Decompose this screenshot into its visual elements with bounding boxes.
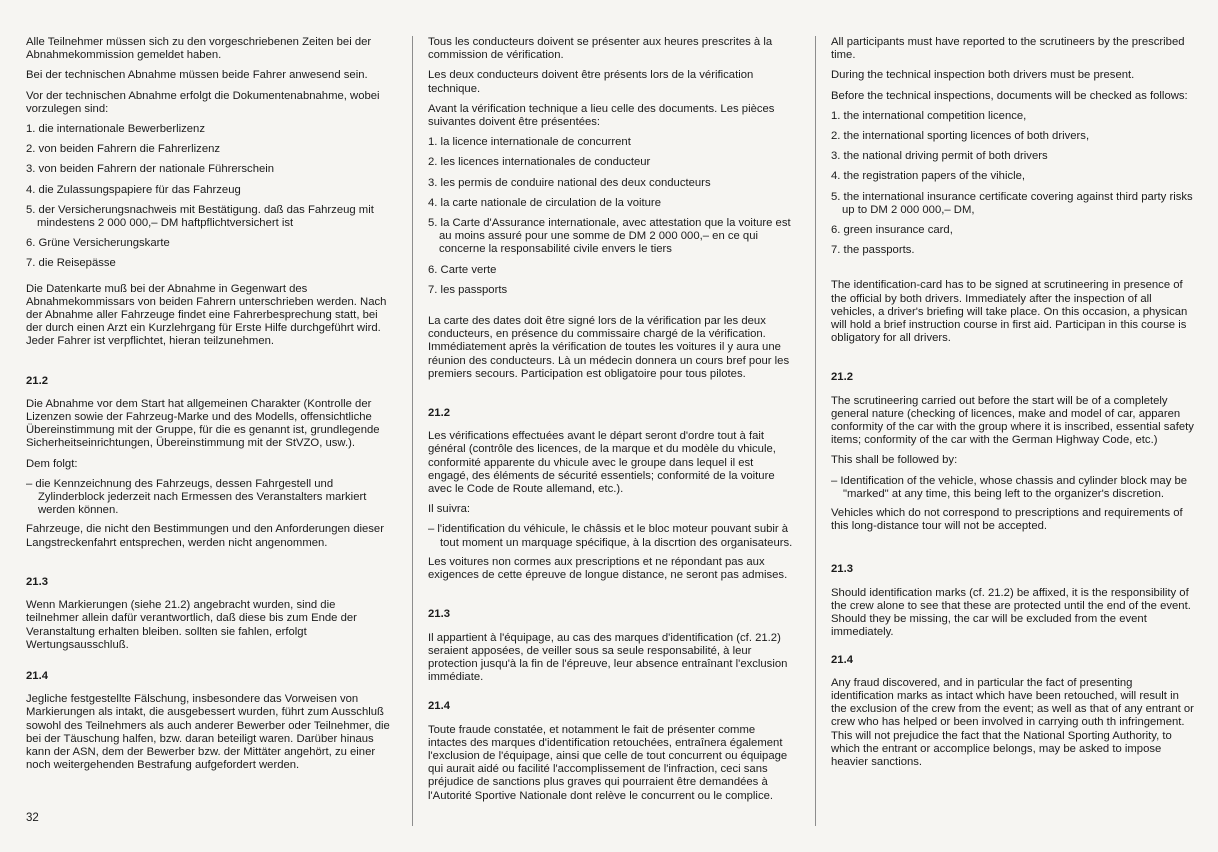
dash-list (26, 478, 391, 518)
list-item: 5. la Carte d'Assurance internationale, avec attestation que la voiture est au moins assuré pour une somme de DM 2 000 000,– en ce qui concerne la responsabilité civile envers le tiers (428, 217, 791, 256)
list-item: 4. die Zulassungspapiere für das Fahrzeug (26, 183, 241, 196)
paragraph: Fahrzeuge, die nicht den Bestimmungen und den Anforderungen dieser Langstreckenfahrt entsprechen, werden nicht angenommen. (26, 523, 384, 549)
section-21-3 (26, 576, 391, 652)
after-list-paragraph: The identification-card has to be signed at scrutineering in presence of the official by both drivers. Immediately after the inspection of all vehicles, a driver's briefing will take place. On this occasion, a physican will hold a brief instruction course in first aid. Participan in this course is obligatory for all drivers. (831, 279, 1188, 345)
section-21-3 (428, 608, 794, 684)
list-item: 3. the national driving permit of both drivers (831, 150, 1048, 163)
after-list-paragraph: La carte des dates doit être signé lors de la vérification par les deux conducteurs, en présence du commissaire chargé de la vérification. Immédiatement après la vérification de toutes les voitures il y aura une réunion des conducteurs. Là un médecin donnera un cours bref pour les premiers secours. Participation est obligatoire pour tous pilotes. (428, 315, 790, 380)
section-heading: 21.2 (26, 374, 48, 387)
intro-paragraph: Avant la vérification technique a lieu celle des documents. Les pièces suivantes doivent être présentées: (428, 102, 775, 129)
section-heading: 21.3 (26, 575, 48, 588)
paragraph: Il suivra: (428, 503, 471, 516)
list-item: 4. la carte nationale de circulation de la voiture (428, 196, 661, 209)
intro-paragraph: Les deux conducteurs doivent être présents lors de la vérification technique. (428, 69, 754, 95)
list-item: 7. the passports. (831, 244, 915, 257)
list-item: 2. the international sporting licences of both drivers, (831, 130, 1090, 143)
dash-item: – Identification of the vehicle, whose chassis and cylinder block may be "marked" at any time, this being left to the organizer's discretion. (831, 474, 1188, 500)
paragraph: Les vérifications effectuées avant le départ seront d'ordre tout à fait général (contrôle des licences, de la marque et du modèle du vhicule, conformité apparente du vhicule avec le groupe dans lequel il est engagé, des éléments de sécurité essentiels; conformité de la voiture avec le Code de Route allemand, etc.). (428, 430, 776, 496)
list-item: 7. les passports (428, 283, 508, 296)
section-heading: 21.3 (831, 563, 853, 576)
after-list-paragraph: Die Datenkarte muß bei der Abnahme in Gegenwart des Abnahmekommissars von beiden Fahrern unterschrieben werden. Nach der Abnahme aller Fahrzeuge findet eine Fahrerbesprechung statt, bei der durch einen Arzt ein Kurzlehrgang für Erste Hilfe durchgeführt wird. Jeder Fahrer ist verpflichtet, hieran teilzunehmen. (26, 282, 387, 348)
paragraph: Dem folgt: (26, 457, 78, 470)
section-heading: 21.4 (428, 700, 450, 713)
section-21-3 (831, 563, 1194, 639)
section-21-2 (428, 407, 794, 582)
intro-paragraph: Tous les conducteurs doivent se présenter aux heures prescrites à la commission de vérification. (428, 36, 773, 62)
intro-paragraph: Bei der technischen Abnahme müssen beide Fahrer anwesend sein. (26, 69, 368, 82)
document-list (831, 110, 1194, 258)
page-number: 32 (26, 812, 39, 824)
list-item: 2. les licences internationales de conducteur (428, 156, 651, 169)
intro-paragraph: During the technical inspection both drivers must be present. (831, 69, 1135, 82)
paragraph: Jegliche festgestellte Fälschung, insbesondere das Vorweisen von Markierungen als intakt, die ausgebessert wurden, führt zum Ausschluß sowohl des Teilnehmers als auch anderer Bewerber oder Teilnehmer, die bei der Täuschung halfen, bzw. daran beteiligt waren. Darüber hinaus kann der ASN, dem der Bewerber bzw. der Mittäter angehört, zu einer noch weitergehenden Bestrafung aufgefordert werden. (26, 693, 390, 772)
list-item: 3. von beiden Fahrern der nationale Führerschein (26, 163, 275, 176)
section-heading: 21.2 (831, 371, 853, 384)
list-item: 5. der Versicherungsnachweis mit Bestätigung. daß das Fahrzeug mit mindestens 2 000 000,– DM haftpflichtversichert ist (26, 203, 374, 230)
list-item: 1. die internationale Bewerberlizenz (26, 123, 205, 136)
section-21-2 (26, 375, 391, 550)
document-list (428, 136, 794, 297)
list-item: 6. Grüne Versicherungskarte (26, 237, 170, 250)
section-21-4 (428, 700, 794, 802)
dash-list (428, 523, 794, 549)
paragraph: Vehicles which do not correspond to prescriptions and requirements of this long-distance tour will not be accepted. (831, 507, 1183, 533)
section-21-2 (831, 371, 1194, 533)
list-item: 2. von beiden Fahrern die Fahrerlizenz (26, 143, 221, 156)
list-item: 1. la licence internationale de concurrent (428, 136, 631, 149)
dash-list (831, 475, 1194, 501)
paragraph: Les voitures non cormes aux prescriptions et ne répondant pas aux exigences de cette épreuve de longue distance, ne seront pas admises. (428, 555, 788, 582)
list-item: 5. the international insurance certificate covering against third party risks up to DM 2 000 000,– DM, (831, 190, 1193, 216)
list-item: 6. green insurance card, (831, 224, 953, 237)
section-heading: 21.3 (428, 608, 450, 621)
paragraph: Any fraud discovered, and in particular the fact of presenting identification marks as intact which have been retouched, will result in the exclusion of the crew from the event; as well as that of any entrant or crew who has helped or been involved in carrying outh th infringement. This will not prejudice the fact that the National Sporting Authority, to which the entrant or accomplice belongs, may be asked to impose heavier sanctions. (831, 676, 1194, 768)
paragraph: Toute fraude constatée, et notamment le fait de présenter comme intactes des marques d'identification retouchées, entraînera également l'exclusion de l'équipage, ainsi que celle de tout concurrent ou équipage qui aurait aidé ou facilité l'accomplissement de l'infraction, ceci sans préjudice de sanctions plus graves qui pourraient être demandées à l'Autorité Sportive Nationale dont relève le concurrent ou le complice. (428, 723, 788, 802)
section-21-4 (26, 670, 391, 772)
german-column (26, 36, 391, 779)
section-21-4 (831, 654, 1194, 770)
paragraph: Die Abnahme vor dem Start hat allgemeinen Charakter (Kontrolle der Lizenzen sowie der Fahrzeug-Marke und des Modells, offensichtliche Übereinstimmung mit der Gruppe, für die es genannt ist, grundlegende Sicherheitseinrichtungen, Übereinstimmung mit der StVZO, usw.). (26, 397, 380, 450)
french-column (428, 36, 794, 810)
column-divider (412, 36, 413, 826)
paragraph: The scrutineering carried out before the start will be of a completely general nature (checking of licences, make and model of car, apparen conformity of the car with the group where it is inscribed, essential safety items; conformity of the car with the German Highway Code, etc.) (831, 394, 1194, 447)
intro-paragraph: All participants must have reported to the scrutineers by the prescribed time. (831, 36, 1185, 62)
paragraph: Wenn Markierungen (siehe 21.2) angebracht wurden, sind die teilnehmer allein dafür verantwortlich, daß diese bis zum Ende der Veranstaltung erhalten bleiben. sollten sie fahlen, erfolgt Wertungsausschluß. (26, 599, 357, 651)
list-item: 3. les permis de conduire national des deux conducteurs (428, 176, 711, 189)
english-column (831, 36, 1194, 776)
intro-paragraph: Before the technical inspections, documents will be checked as follows: (831, 89, 1188, 102)
intro-paragraph: Vor der technischen Abnahme erfolgt die Dokumentenabnahme, wobei vorzulegen sind: (26, 89, 380, 115)
list-item: 4. the registration papers of the vihicle, (831, 170, 1026, 183)
dash-item: – die Kennzeichnung des Fahrzeugs, dessen Fahrgestell und Zylinderblock jederzeit nach Ermessen des Veranstalters markiert werden können. (26, 477, 367, 517)
list-item: 7. die Reisepässe (26, 257, 116, 270)
column-divider (815, 36, 816, 826)
section-heading: 21.2 (428, 407, 450, 420)
section-heading: 21.4 (26, 669, 48, 682)
intro-paragraph: Alle Teilnehmer müssen sich zu den vorgeschriebenen Zeiten bei der Abnahmekommission gemeldet haben. (26, 36, 372, 62)
paragraph: Il appartient à l'équipage, au cas des marques d'identification (cf. 21.2) seraient apposées, de veiller sous sa seule responsabilité, à leur protection jusqu'à la fin de l'épreuve, leur absence entraînant l'exclusion immédiate. (428, 631, 788, 684)
document-list (26, 123, 391, 271)
paragraph: This shall be followed by: (831, 454, 958, 467)
section-heading: 21.4 (831, 653, 853, 666)
list-item: 1. the international competition licence, (831, 109, 1027, 122)
list-item: 6. Carte verte (428, 263, 497, 276)
dash-item: – l'identification du véhicule, le châssis et le bloc moteur pouvant subir à tout moment un marquage spécifique, à la discrtion des organisateurs. (428, 523, 793, 549)
paragraph: Should identification marks (cf. 21.2) be affixed, it is the responsibility of the crew alone to see that these are protected until the end of the event. Should they be missing, the car will be excluded from the event immediately. (831, 586, 1191, 639)
